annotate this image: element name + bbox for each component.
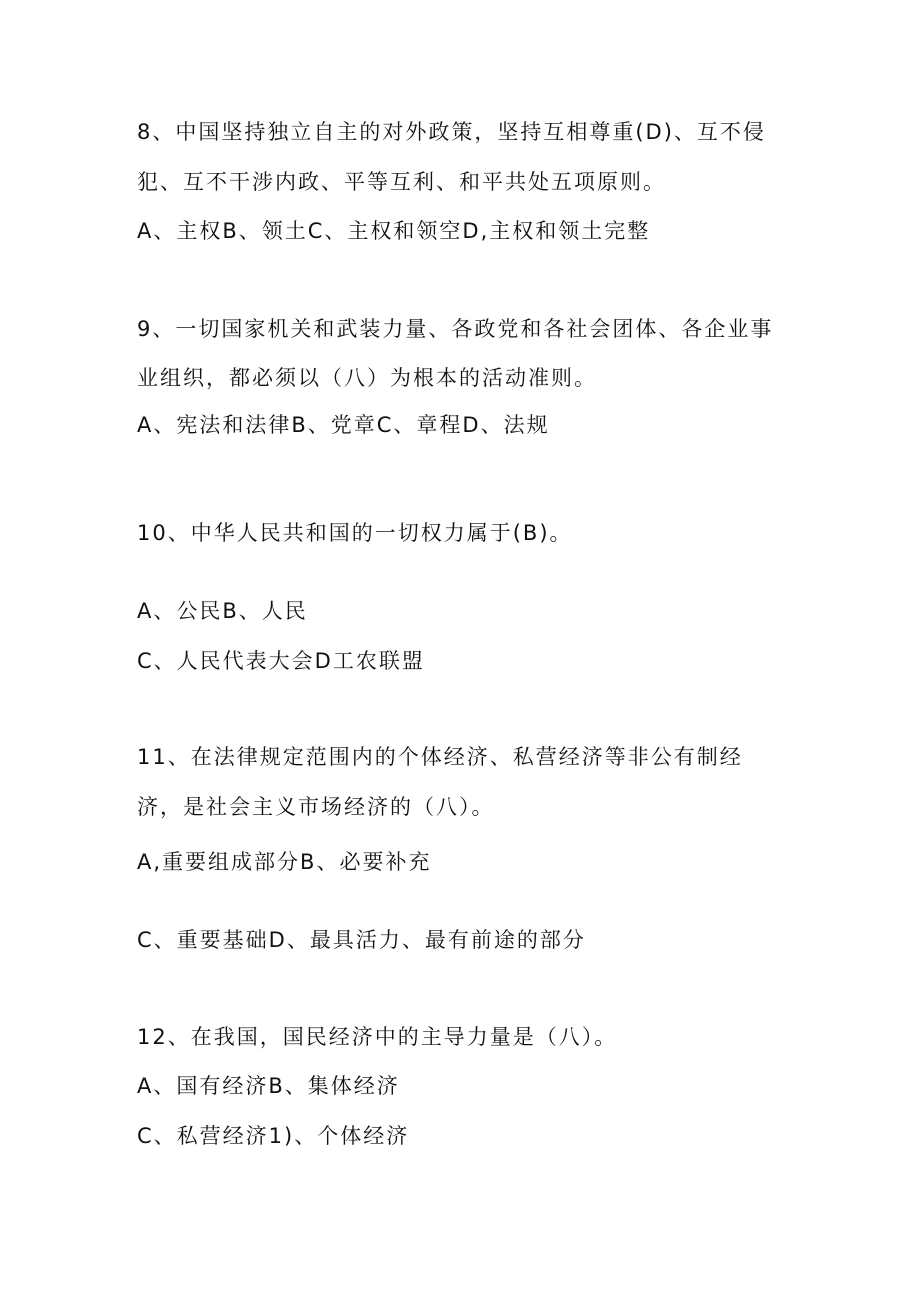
question-12-options-line-2: C、私营经济1)、个体经济 [137, 1124, 410, 1148]
question-11-options-line-1: A,重要组成部分B、必要补充 [137, 850, 432, 874]
question-12-stem: 12、在我国，国民经济中的主导力量是（八）。 [137, 1025, 618, 1049]
question-12-options-line-1: A、国有经济B、集体经济 [137, 1074, 400, 1098]
question-8-options: A、主权B、领土C、主权和领空D,主权和领土完整 [137, 219, 651, 243]
question-9-stem-line-2: 业组织，都必须以（八）为根本的活动准则。 [137, 366, 597, 390]
question-10-options-line-2: C、人民代表大会D工农联盟 [137, 649, 425, 673]
question-8-stem-line-1: 8、中国坚持独立自主的对外政策，坚持互相尊重(D)、互不侵 [137, 120, 766, 144]
question-10-stem: 10、中华人民共和国的一切权力属于(B)。 [137, 521, 573, 545]
question-9-stem-line-1: 9、一切国家机关和武装力量、各政党和各社会团体、各企业事 [137, 317, 774, 341]
question-8-stem-line-2: 犯、互不干涉内政、平等互利、和平共处五项原则。 [137, 170, 666, 194]
question-10-options-line-1: A、公民B、人民 [137, 599, 308, 623]
question-9-options: A、宪法和法律B、党章C、章程D、法规 [137, 413, 550, 437]
question-11-stem-line-2: 济，是社会主义市场经济的（八）。 [137, 795, 495, 819]
question-11-stem-line-1: 11、在法律规定范围内的个体经济、私营经济等非公有制经 [137, 745, 743, 769]
question-11-options-line-2: C、重要基础D、最具活力、最有前途的部分 [137, 928, 586, 952]
